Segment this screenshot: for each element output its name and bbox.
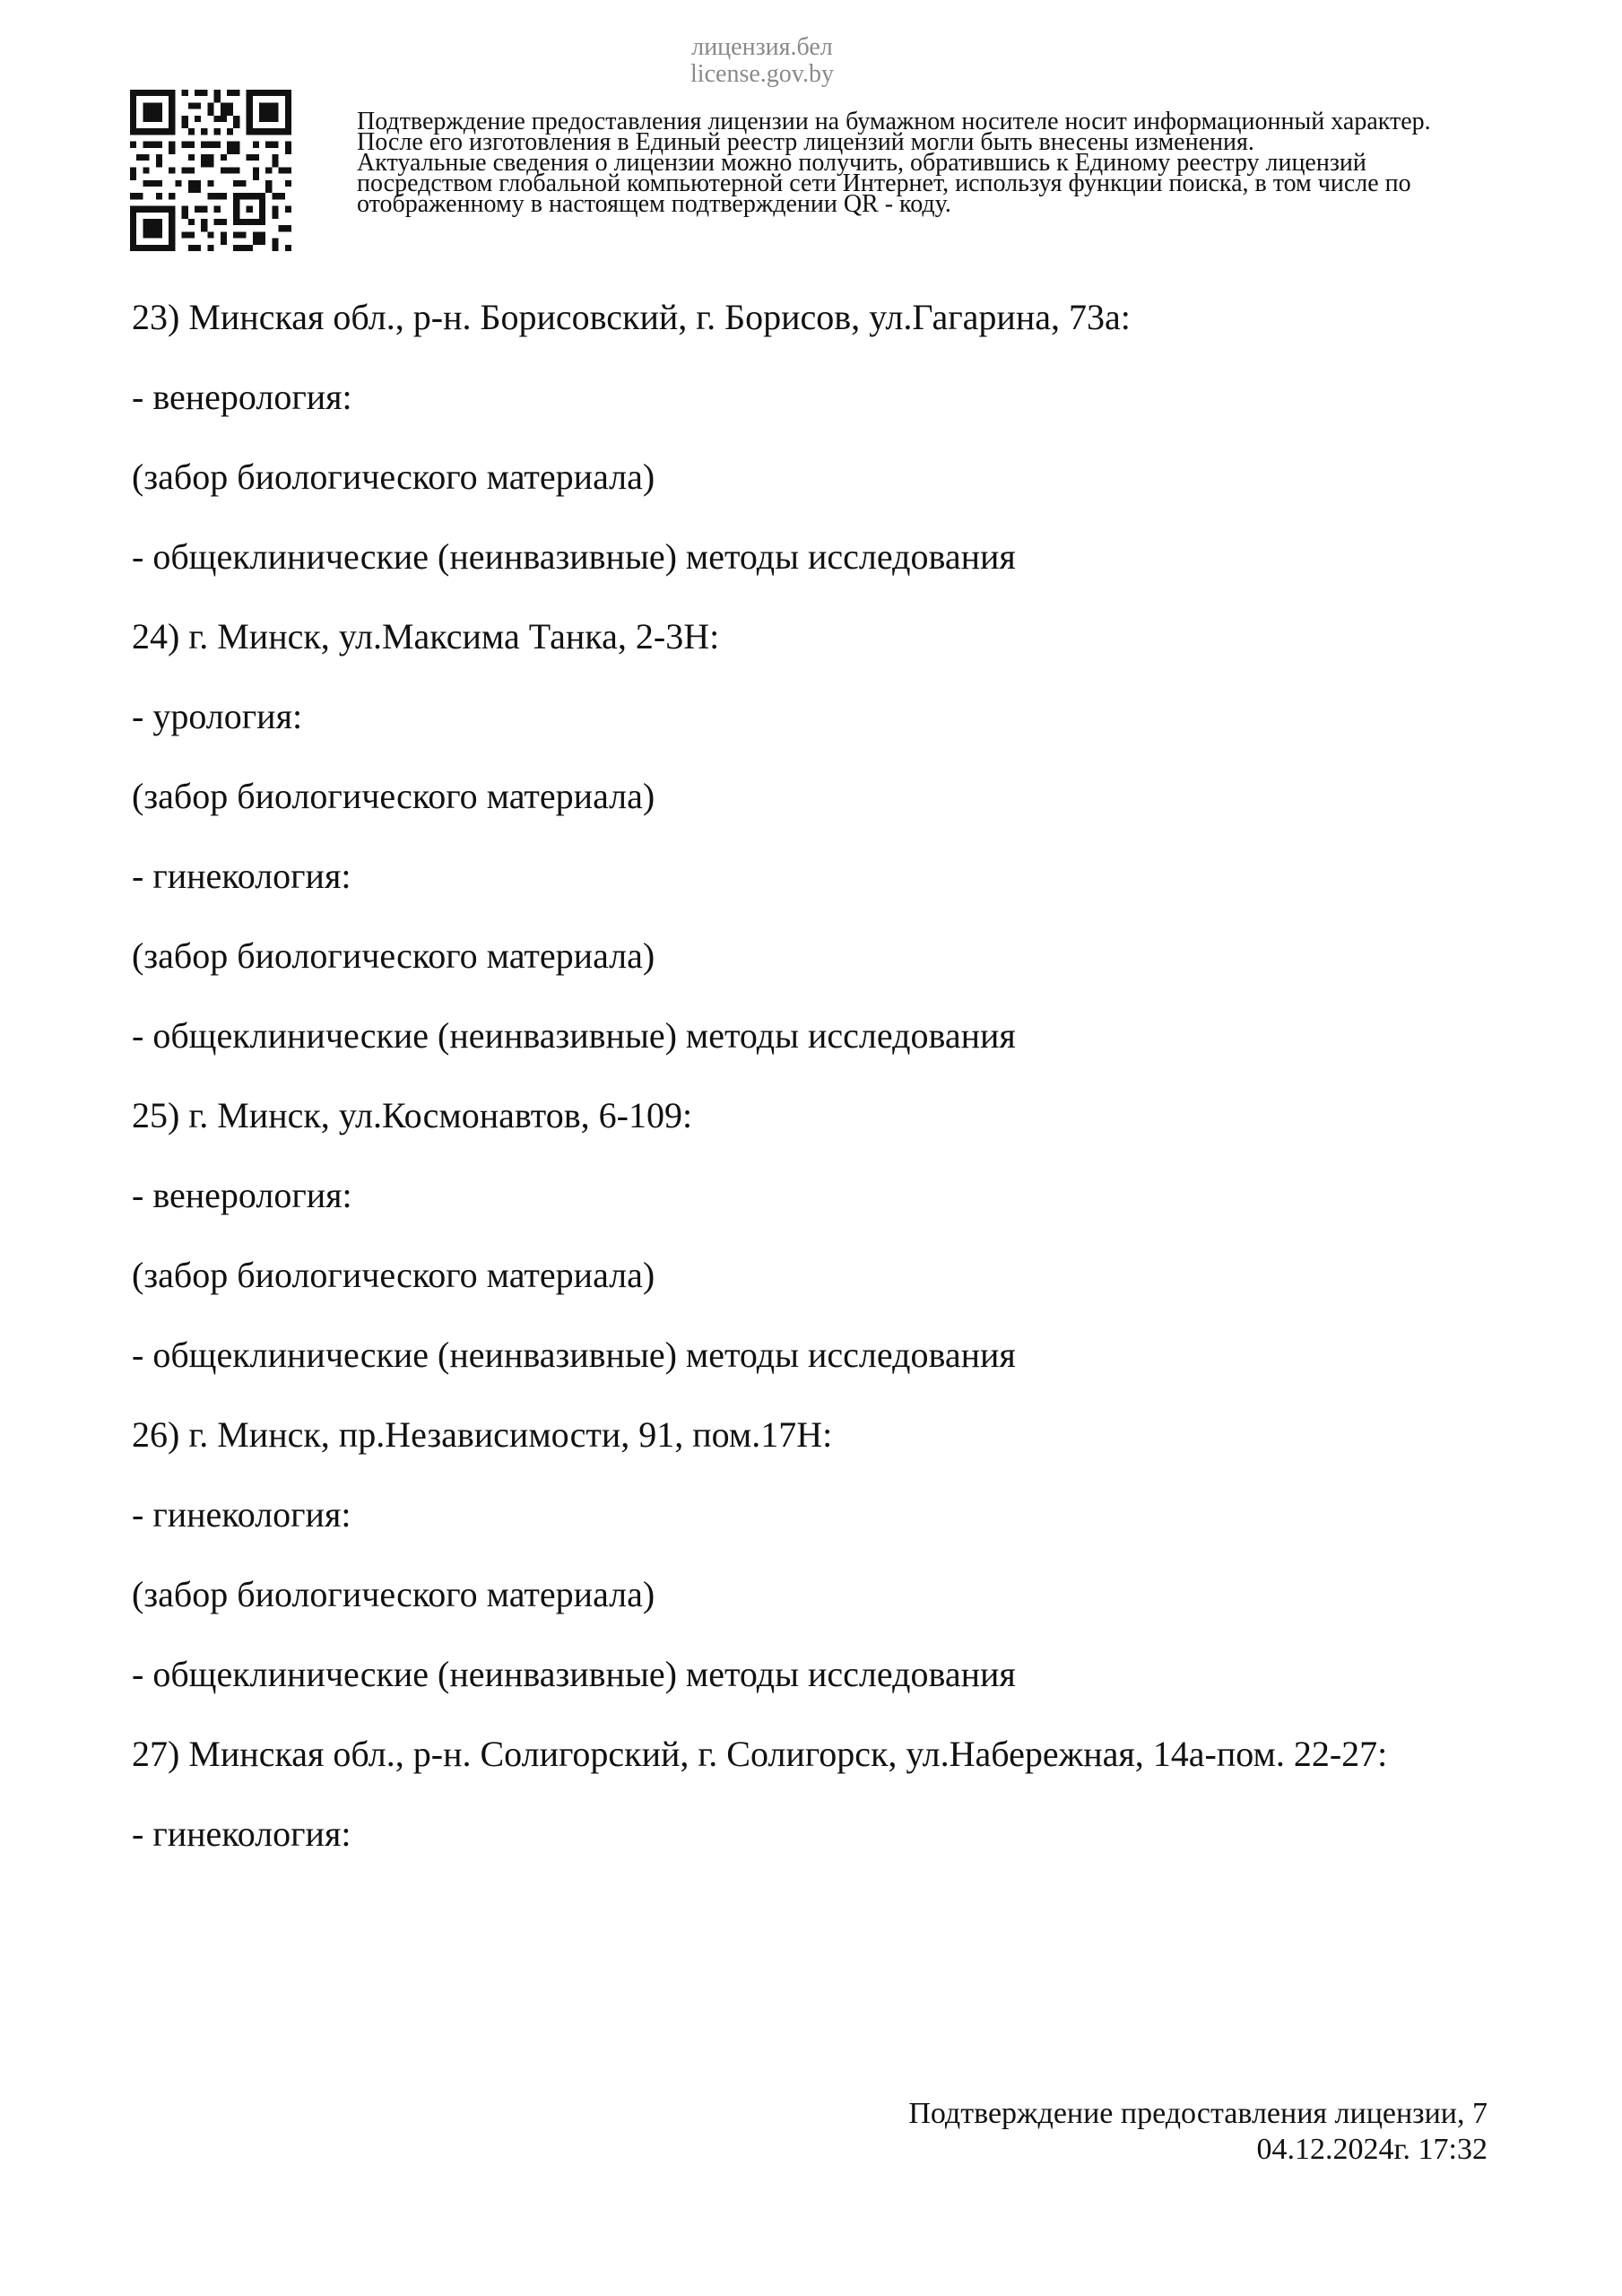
service-line: - общеклинические (неинвазивные) методы исследования <box>132 1015 1016 1056</box>
address-item-26: 26) г. Минск, пр.Независимости, 91, пом.17Н: <box>132 1414 833 1455</box>
service-line: - общеклинические (неинвазивные) методы исследования <box>132 1335 1016 1375</box>
service-line: - урология: <box>132 696 303 736</box>
site-address[interactable] <box>664 34 861 88</box>
service-line: - гинекология: <box>132 1494 351 1535</box>
site-address-line2: license.gov.by <box>690 60 834 88</box>
service-line: (забор биологического материала) <box>132 776 655 816</box>
service-line: (забор биологического материала) <box>132 1255 655 1295</box>
service-line: (забор биологического материала) <box>132 457 655 497</box>
page-footer <box>908 2096 1488 2168</box>
service-line: - венерология: <box>132 1175 352 1215</box>
service-line: (забор биологического материала) <box>132 1574 655 1614</box>
license-addresses-list <box>132 294 1531 1891</box>
footer-timestamp: 04.12.2024г. 17:32 <box>1256 2133 1488 2166</box>
disclaimer-notice <box>357 108 1558 218</box>
notice-line: отображенному в настоящем подтверждении QR - коду. <box>357 190 951 218</box>
service-line: - гинекология: <box>132 1813 351 1854</box>
address-item-25: 25) г. Минск, ул.Космонавтов, 6-109: <box>132 1095 693 1135</box>
address-item-23: 23) Минская обл., р-н. Борисовский, г. Борисов, ул.Гагарина, 73а: <box>132 297 1131 337</box>
notice-line: посредством глобальной компьютерной сети Интернет, используя функции поиска, в том числе по <box>357 170 1411 197</box>
service-line: - общеклинические (неинвазивные) методы исследования <box>132 1654 1016 1694</box>
service-line: - венерология: <box>132 377 352 417</box>
address-item-24: 24) г. Минск, ул.Максима Танка, 2-3Н: <box>132 616 720 657</box>
service-line: (забор биологического материала) <box>132 935 655 976</box>
address-item-27: 27) Минская обл., р-н. Солигорский, г. Солигорск, ул.Набережная, 14а-пом. 22-27: <box>132 1734 1388 1774</box>
notice-line: Актуальные сведения о лицензии можно получить, обратившись к Единому реестру лицензий <box>357 149 1366 177</box>
notice-line: После его изготовления в Единый реестр лицензий могли быть внесены изменения. <box>357 128 1254 156</box>
notice-line: Подтверждение предоставления лицензии на бумажном носителе носит информационный характер. <box>357 108 1431 135</box>
service-line: - общеклинические (неинвазивные) методы исследования <box>132 536 1016 577</box>
service-line: - гинекология: <box>132 856 351 896</box>
footer-page-label: Подтверждение предоставления лицензии, 7 <box>908 2097 1488 2130</box>
site-address-line1: лицензия.бел <box>691 33 833 61</box>
qr-code-icon <box>130 90 291 251</box>
